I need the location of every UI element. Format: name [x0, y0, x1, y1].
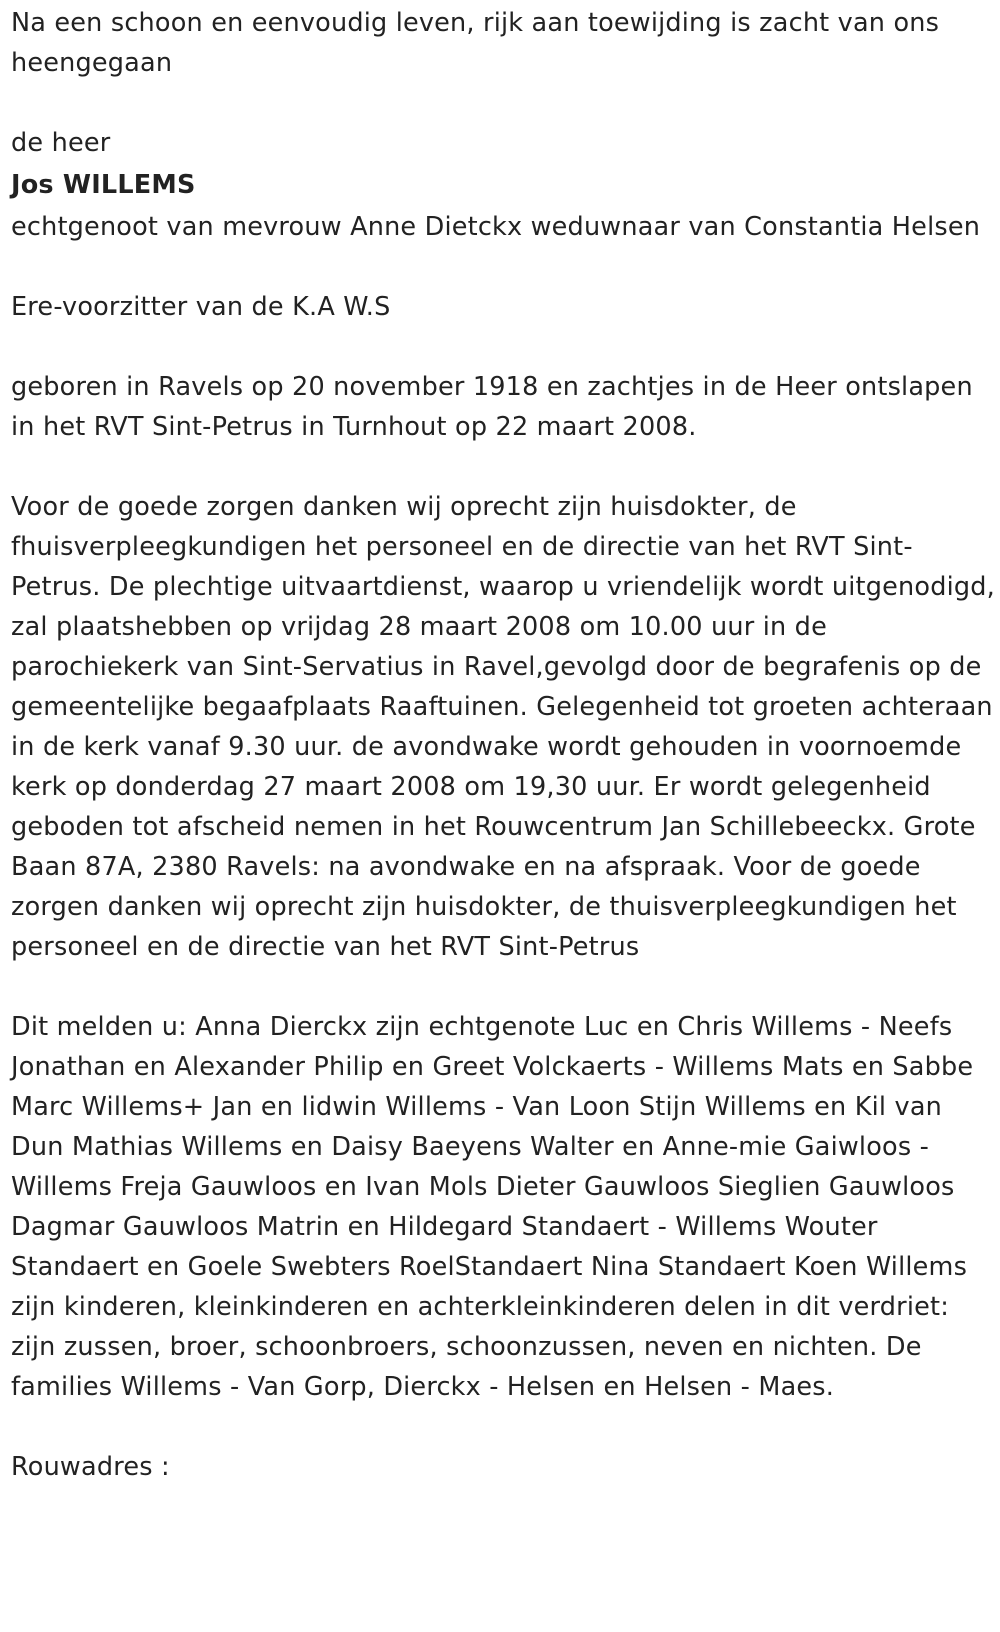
spacer — [11, 327, 996, 367]
honorary-title: Ere-voorzitter van de K.A W.S — [11, 292, 391, 322]
intro-text: Na een schoon en eenvoudig leven, rijk aan toewijding is zacht van ons heengegaan — [11, 8, 940, 78]
address-label: Rouwadres : — [11, 1452, 170, 1482]
spacer — [11, 83, 996, 123]
spacer — [11, 967, 996, 1007]
service-details: Voor de goede zorgen danken wij oprecht zijn huisdokter, de fhuisverpleegkundigen het personeel en de directie van het RVT Sint-Petrus. De plechtige uitvaartdienst, waarop u vriendelijk wordt uitgenodigd, zal plaatshebben op vrijdag 28 maart 2008 om 10.00 uur in de parochiekerk van Sint-Servatius in Ravel,gevolgd door de begrafenis op de gemeentelijke begaafplaats Raaftuinen. Gelegenheid tot groeten achteraan in de kerk vanaf 9.30 uur. de avondwake wordt gehouden in voornoemde kerk op donderdag 27 maart 2008 om 19,30 uur. Er wordt gelegenheid geboden tot afscheid nemen in het Rouwcentrum Jan Schillebeeckx. Grote Baan 87A, 2380 Ravels: na avondwake en na afspraak. Voor de goede zorgen danken wij oprecht zijn huisdokter, de thuisverpleegkundigen het personeel en de directie van het RVT Sint-Petrus — [11, 492, 995, 962]
spacer — [11, 1407, 996, 1447]
birth-death-text: geboren in Ravels op 20 november 1918 en zachtjes in de Heer ontslapen in het RVT Sint-Petrus in Turnhout op 22 maart 2008. — [11, 372, 973, 442]
family-announcement: Dit melden u: Anna Dierckx zijn echtgenote Luc en Chris Willems - Neefs Jonathan en Alexander Philip en Greet Volckaerts - Willems Mats en Sabbe Marc Willems+ Jan en lidwin Willems - Van Loon Stijn Willems en Kil van Dun Mathias Willems en Daisy Baeyens Walter en Anne-mie Gaiwloos - Willems Freja Gauwloos en Ivan Mols Dieter Gauwloos Sieglien Gauwloos Dagmar Gauwloos Matrin en Hildegard Standaert - Willems Wouter Standaert en Goele Swebters RoelStandaert Nina Standaert Koen Willems zijn kinderen, kleinkinderen en achterkleinkinderen delen in dit verdriet: zijn zussen, broer, schoonbroers, schoonzussen, neven en nichten. De families Willems - Van Gorp, Dierckx - Helsen en Helsen - Maes. — [11, 1012, 974, 1402]
spacer — [11, 247, 996, 287]
deceased-name: Jos WILLEMS — [11, 170, 196, 200]
obituary-text — [11, 3, 996, 1487]
spouse-line: echtgenoot van mevrouw Anne Dietckx weduwnaar van Constantia Helsen — [11, 212, 981, 242]
spacer — [11, 447, 996, 487]
title-prefix: de heer — [11, 128, 111, 158]
